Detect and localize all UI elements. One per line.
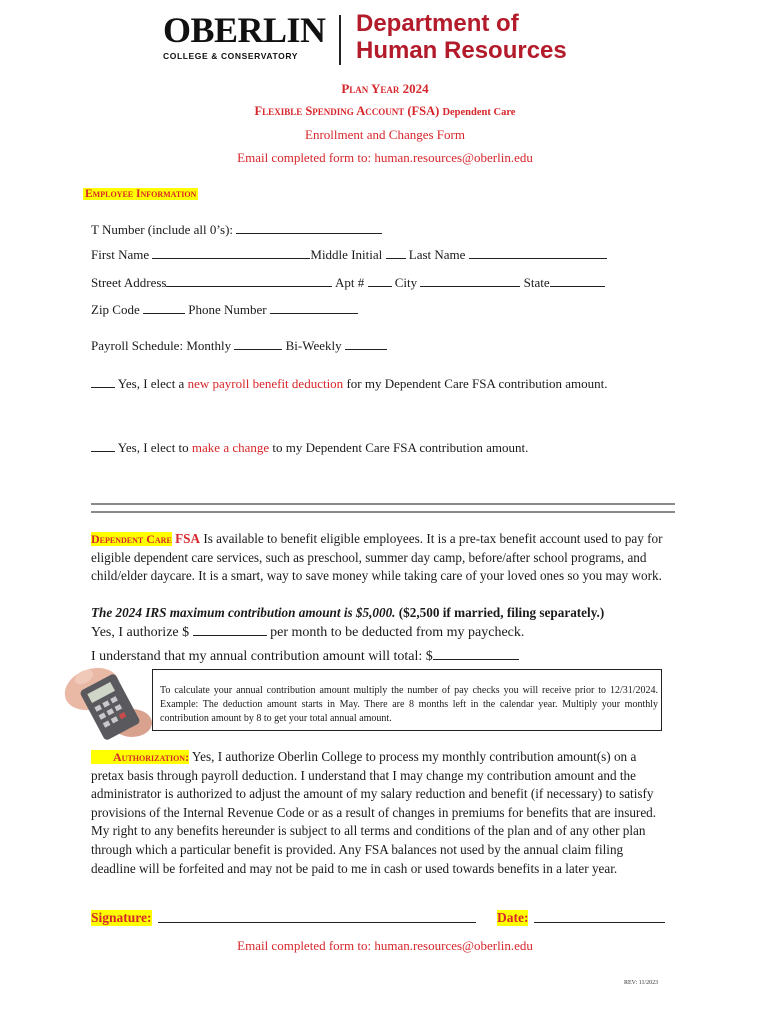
t-number-row: [91, 221, 382, 238]
annual-total-row: [91, 647, 519, 665]
first-name-field[interactable]: [152, 246, 310, 259]
email-instruction-top: Email completed form to: human.resources@oberlin.edu: [237, 150, 533, 165]
zip-code-label: Zip Code: [91, 302, 140, 317]
elect-change-row: [91, 439, 528, 456]
city-label: City: [394, 275, 418, 290]
monthly-authorize-pre: Yes, I authorize $: [91, 625, 190, 640]
t-number-label: T Number (include all 0’s):: [91, 222, 234, 237]
dependent-care-label: Dependent Care: [91, 532, 172, 546]
apt-label: Apt #: [335, 275, 365, 290]
elect-new-row: [91, 375, 607, 392]
calculator-hand-icon: [62, 665, 154, 745]
zip-code-field[interactable]: [143, 301, 185, 314]
authorization-label: [91, 750, 189, 764]
phone-number-label: Phone Number: [188, 302, 267, 317]
street-address-label: Street Address: [91, 275, 167, 290]
state-label: State: [523, 275, 550, 290]
middle-initial-label: Middle Initial: [310, 247, 383, 262]
authorization-label-text: Authorization: [113, 750, 186, 764]
date-label: Date:: [497, 910, 529, 925]
payroll-monthly-label: Payroll Schedule: Monthly: [91, 338, 232, 353]
monthly-authorize-post: per month to be deducted from my paycheck.: [270, 625, 525, 640]
last-name-label: Last Name: [408, 247, 466, 262]
middle-initial-field[interactable]: [386, 246, 406, 259]
zip-phone-row: [91, 301, 358, 318]
annual-total-field[interactable]: [433, 647, 519, 660]
department-title: [356, 10, 567, 64]
irs-maximum-line: [91, 604, 691, 623]
elect-new-pre: Yes, I elect a: [117, 376, 185, 391]
dependent-care-body: Is available to benefit eligible employees. It is a pre-tax benefit account used to pay for eligible dependent care services, such as preschool, summer day camp, before/after school programs, and child/elder daycare. It is a smart, way to save money while taking care of your loved ones so you may work.: [91, 531, 663, 584]
email-instruction-bottom: Email completed form to: human.resources@oberlin.edu: [237, 938, 533, 953]
apt-field[interactable]: [368, 274, 392, 287]
elect-change-pre: Yes, I elect to: [117, 440, 189, 455]
dept-line-1: Department of: [356, 10, 519, 37]
elect-new-post: for my Dependent Care FSA contribution amount.: [346, 376, 608, 391]
fsa-title-suffix: Dependent Care: [442, 107, 516, 118]
elect-new-highlight: new payroll benefit deduction: [187, 376, 344, 391]
dependent-care-fsa-label: FSA: [175, 531, 201, 546]
header-divider: [339, 15, 341, 65]
elect-change-checkline[interactable]: [91, 439, 115, 452]
signature-label: Signature:: [91, 910, 152, 925]
last-name-field[interactable]: [469, 246, 607, 259]
t-number-field[interactable]: [236, 221, 382, 234]
fsa-title: [0, 104, 770, 119]
form-name: Enrollment and Changes Form: [305, 127, 465, 142]
employee-info-section-label: Employee Information: [85, 188, 197, 200]
phone-number-field[interactable]: [270, 301, 358, 314]
payroll-monthly-field[interactable]: [234, 337, 282, 350]
address-row: [91, 274, 605, 291]
irs-maximum-italic: The 2024 IRS maximum contribution amount is $5,000.: [91, 605, 396, 620]
revision-label: REV: 11/2023: [624, 980, 659, 986]
elect-new-checkline[interactable]: [91, 375, 115, 388]
fsa-title-main: Flexible Spending Account (FSA): [254, 104, 440, 118]
oberlin-logo: OBERLIN: [163, 10, 326, 50]
dependent-care-description: [91, 530, 666, 586]
name-row: [91, 246, 607, 263]
payroll-biweekly-field[interactable]: [345, 337, 387, 350]
state-field[interactable]: [550, 274, 605, 287]
authorization-body: Yes, I authorize Oberlin College to process my monthly contribution amount(s) on a pretax basis through payroll deduction. I understand that I may change my contribution amount and the administrator is authorized to adjust the amount of my salary reduction and benefit (if necessary) to satisfy provisions of the Internal Revenue Code or as a result of changes in premiums for benefits that are insured. My right to any benefits hereunder is subject to all terms and conditions of the plan and of any other plan through which a particular benefit is provided. Any FSA balances not used by the annual claim filing deadline will be forfeited and may not be paid to me in cash or used towards benefits in a later year.: [91, 749, 657, 876]
irs-maximum-married: ($2,500 if married, filing separately.): [398, 605, 605, 620]
street-address-field[interactable]: [166, 274, 332, 287]
first-name-label: First Name: [91, 247, 150, 262]
elect-change-post: to my Dependent Care FSA contribution amount.: [272, 440, 529, 455]
authorization-label-colon: :: [185, 750, 190, 764]
city-field[interactable]: [420, 274, 520, 287]
date-field[interactable]: [534, 922, 665, 923]
payroll-schedule-row: [91, 337, 387, 354]
dept-line-2: Human Resources: [356, 37, 567, 64]
elect-change-highlight: make a change: [191, 440, 270, 455]
plan-year-title: Plan Year 2024: [341, 81, 429, 96]
annual-total-label: I understand that my annual contribution amount will total: $: [91, 649, 433, 664]
calculation-note-text: To calculate your annual contribution amount multiply the number of pay checks you will receive prior to 12/31/2024. Example: The deduction amount starts in May. There are 8 months left in the calendar year. Multiply your monthly contribution amount by 8 to get your total annual amount.: [160, 685, 658, 725]
section-divider: [91, 503, 675, 513]
monthly-amount-field[interactable]: [193, 623, 267, 636]
signature-field[interactable]: [158, 922, 476, 923]
authorization-paragraph: [91, 748, 671, 878]
payroll-biweekly-label: Bi-Weekly: [285, 338, 342, 353]
monthly-authorize-row: [91, 623, 524, 641]
oberlin-logo-subtitle: COLLEGE & CONSERVATORY: [163, 51, 299, 61]
